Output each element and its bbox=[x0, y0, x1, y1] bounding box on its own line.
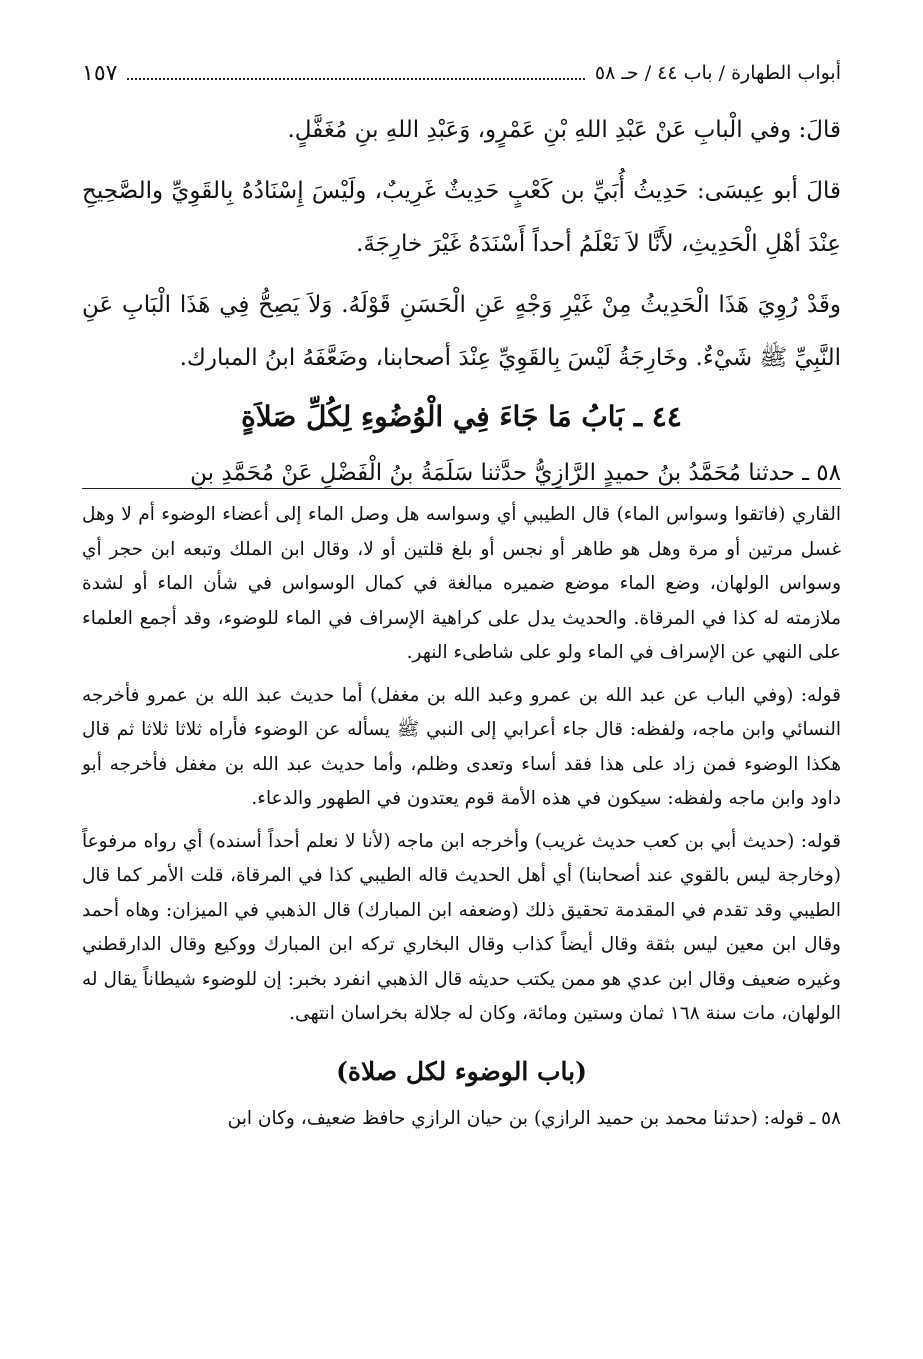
running-title: أبواب الطهارة / باب ٤٤ / حـ ٥٨ bbox=[594, 62, 841, 84]
commentary-paragraph-3: قوله: (حديث أبي بن كعب حديث غريب) وأخرجه ابن ماجه (لأنا لا نعلم أحداً أسنده) أي رواه مرفوعاً (وخارجة ليس بالقوي عند أصحابنا) أي أهل الحديث قاله الطيبي كذا في المرقاة، قلت الأمر كما قال الطيبي وقد تقدم في المقدمة تحقيق ذلك (وضعفه ابن المبارك) قال الذهبي في الميزان: وهاه أحمد وقال ابن معين ليس بثقة وقال أيضاً كذاب وقال البخاري تركه ابن المبارك ووكيع وقال الدارقطني وغيره ضعيف وقال ابن عدي هو ممن يكتب حديثه قال الذهبي انفرد بخبر: إن للوضوء شيطاناً يقال له الولهان، مات سنة ١٦٨ ثمان وستين ومائة، وكان له جلالة بخراسان انتهى. bbox=[82, 830, 841, 1024]
hadith-58-start: ٥٨ ـ حدثنا مُحَمَّدُ بنُ حميدٍ الرَّازِيُّ حدَّثنا سَلَمَةُ بنُ الْفَضْلِ عَنْ مُحَمَّدِ بنِ bbox=[190, 460, 841, 486]
footnote-separator bbox=[82, 488, 841, 489]
main-paragraph-2: قالَ أبو عِيسَى: حَدِيثُ أُبَيِّ بن كَعْبٍ حَدِيثٌ غَرِيبٌ، ولَيْسَ إِسْنَادُهُ بِالقَوِيِّ والصَّحِيحِ عِنْدَ أهْلِ الْحَدِيثِ، لأَنَّا لاَ نَعْلَمُ أحداً أَسْنَدَهُ غَيْرَ خارِجَةَ. bbox=[82, 178, 841, 257]
commentary-paragraph-1: القاري (فاتقوا وسواس الماء) قال الطيبي أي وسواسه هل وصل الماء إلى أعضاء الوضوء أم لا وهل غسل مرتين أو مرة وهل هو طاهر أو نجس أو بلغ قلتين أو لا، وقال ابن الملك وتبعه ابن حجر أي وسواس الولهان، وضع الماء موضع ضميره مبالغة في كمال الوسواس في شأن الماء أو لشدة ملازمته له كذا في المرقاة. والحديث يدل على كراهية الإسراف في الماء للوضوء، وقد أجمع العلماء على النهي عن الإسراف في الماء ولو على شاطىء النهر. bbox=[82, 504, 841, 663]
running-header bbox=[82, 58, 841, 88]
commentary-paragraph-2: قوله: (وفي الباب عن عبد الله بن عمرو وعبد الله بن مغفل) أما حديث عبد الله بن عمرو فأخرجه النسائي وابن ماجه، ولفظه: قال جاء أعرابي إلى النبي ﷺ يسأله عن الوضوء فأراه ثلاثا ثلاثا ثم قال هكذا الوضوء فمن زاد على هذا فقد أساء وتعدى وظلم، وأما حديث عبد الله بن مغفل فأخرجه أبو داود وابن ماجه ولفظه: سيكون في هذه الأمة قوم يعتدون في الطهور والدعاء. bbox=[82, 684, 841, 809]
commentary bbox=[82, 498, 841, 1136]
chapter-heading: ٤٤ ـ بَابُ مَا جَاءَ فِي الْوُضُوءِ لِكُلِّ صَلاَةٍ bbox=[241, 400, 682, 433]
main-text bbox=[82, 104, 841, 500]
header-dot-leader bbox=[127, 78, 584, 80]
main-paragraph-3: وقَدْ رُوِيَ هَذَا الْحَدِيثُ مِنْ غَيْرِ وَجْهٍ عَنِ الْحَسَنِ قَوْلَهُ. وَلاَ يَصِحُّ فِي هَذَا الْبَابِ عَنِ النَّبِيِّ ﷺ شَيْءٌ. وخَارِجَةُ لَيْسَ بِالقَوِيِّ عِنْدَ أصحابنا، وضَعَّفَهُ ابنُ المبارك. bbox=[82, 292, 841, 371]
main-line-1: قالَ: وفي الْبابِ عَنْ عَبْدِ اللهِ بْنِ عَمْرٍو، وَعَبْدِ اللهِ بنِ مُغَفَّلٍ. bbox=[287, 117, 841, 143]
commentary-paragraph-4: ٥٨ ـ قوله: (حدثنا محمد بن حميد الرازي) بن حيان الرازي حافظ ضعيف، وكان ابن bbox=[227, 1107, 841, 1129]
page-number: ١٥٧ bbox=[82, 60, 118, 86]
commentary-section-heading: (باب الوضوء لكل صلاة) bbox=[336, 1056, 587, 1086]
